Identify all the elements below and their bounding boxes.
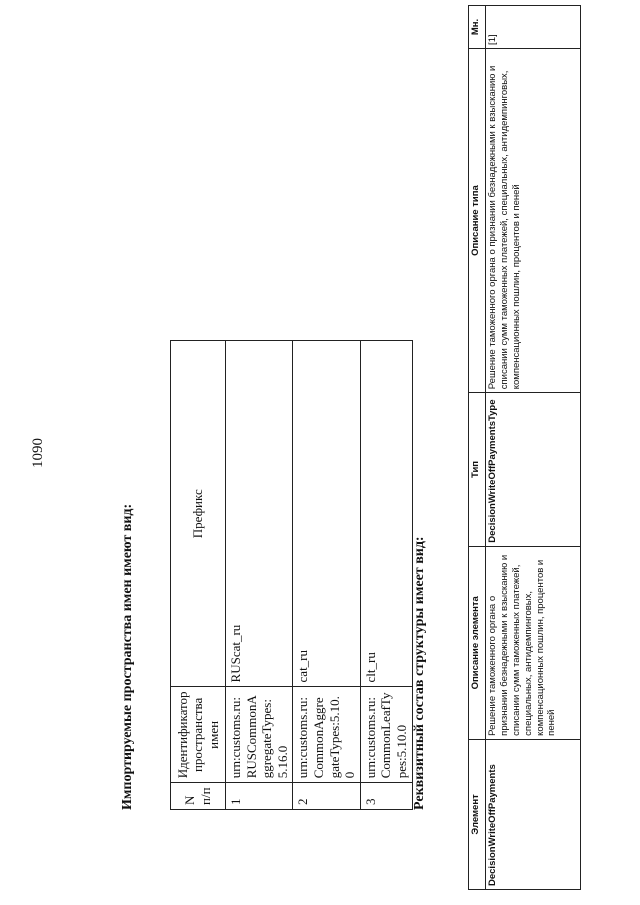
row-ns-id: urn:customs.ru:CommonLeafTypes:5.10.0: [360, 687, 412, 783]
table-row: [486, 6, 581, 890]
header-multiplicity: Мн.: [469, 6, 486, 49]
header-type-desc: Описание типа: [469, 48, 486, 392]
row-ns-id: urn:customs.ru:RUSCommonAggregateTypes:5.16.0: [226, 687, 293, 783]
row-num: 2: [293, 783, 360, 810]
page-number: 1090: [30, 438, 46, 468]
row-num: 1: [226, 783, 293, 810]
row-prefix: RUScat_ru: [226, 341, 293, 687]
table-row: [360, 341, 412, 810]
row-prefix: clt_ru: [360, 341, 412, 687]
header-type: Тип: [469, 393, 486, 547]
header-element-desc: Описание элемента: [469, 546, 486, 739]
row-type: DecisionWriteOffPaymentsType: [486, 393, 581, 547]
row-type-desc: Решение таможенного органа о признании безнадежными к взысканию и списании сумм таможенных платежей, специальных, антидемпинговых, компенсационных пошлин, процентов и пеней: [486, 48, 581, 392]
table-row: [293, 341, 360, 810]
header-prefix: Префикс: [171, 341, 226, 687]
row-ns-id: urn:customs.ru:CommonAggregateTypes:5.10.0: [293, 687, 360, 783]
requisites-intro: Реквизитный состав структуры имеет вид:: [412, 536, 427, 810]
row-prefix: cat_ru: [293, 341, 360, 687]
namespaces-header-row: [171, 341, 226, 810]
requisites-header-row: [469, 6, 486, 890]
header-ns-id: Идентификатор пространства имен: [171, 687, 226, 783]
row-num: 3: [360, 783, 412, 810]
row-element-desc: Решение таможенного органа о признании безнадежными к взысканию и списании сумм таможенных платежей, специальных, антидемпинговых, компенсационных пошлин, процентов и пеней: [486, 546, 581, 739]
namespaces-table: [170, 340, 413, 810]
header-element: Элемент: [469, 739, 486, 889]
table-row: [226, 341, 293, 810]
header-num: N п/п: [171, 783, 226, 810]
requisites-table: [468, 5, 581, 890]
row-element: DecisionWriteOffPayments: [486, 739, 581, 889]
row-multiplicity: [1]: [486, 6, 581, 49]
namespaces-intro: Импортируемые пространства имен имеют вид:: [120, 503, 135, 810]
